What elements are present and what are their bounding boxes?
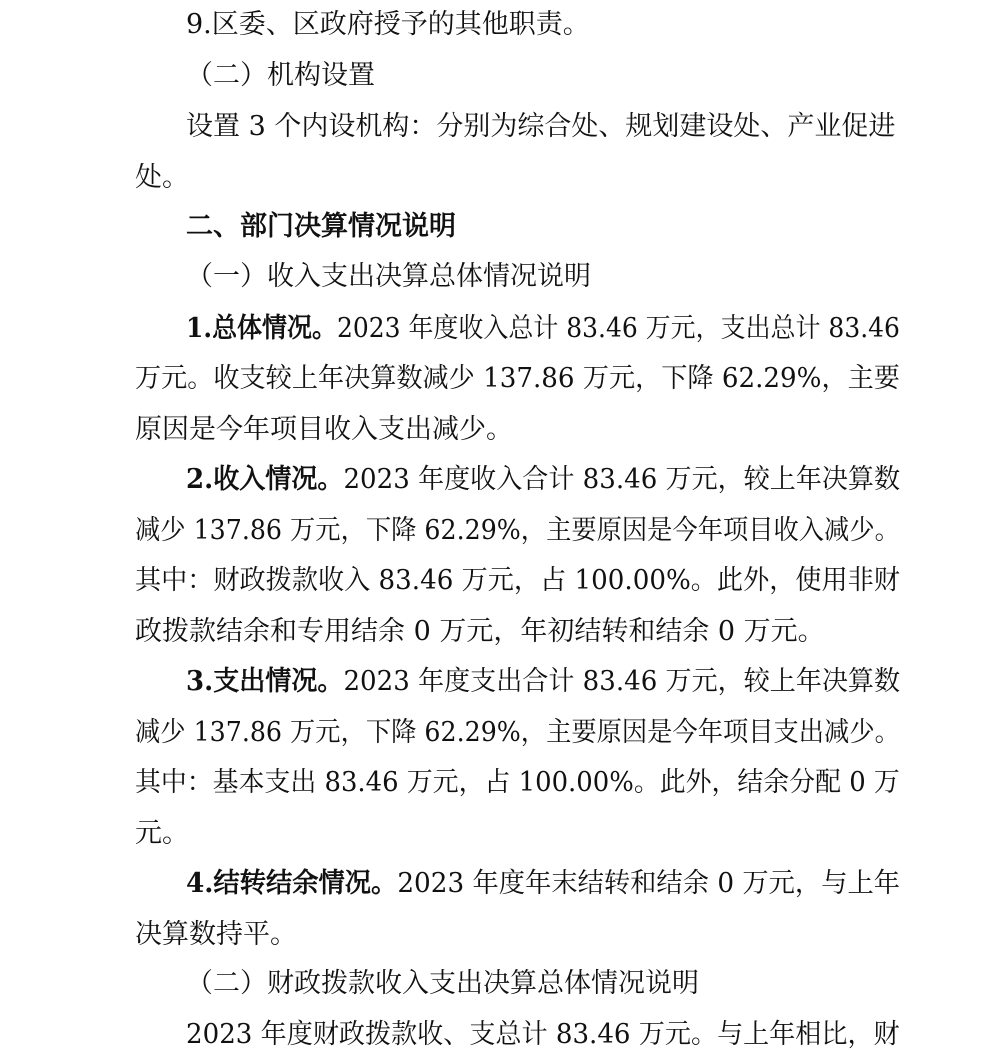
paragraph-1-label: 1.总体情况。 [186,313,337,344]
paragraph-1-line-3: 原因是今年项目收入支出减少。 [135,414,513,445]
paragraph-3-line-4: 元。 [135,818,189,849]
section-org-heading: （二）机构设置 [186,60,375,91]
paragraph-2-label: 2.收入情况。 [186,464,344,495]
paragraph-2-text: 2023 年度收入合计 83.46 万元，较上年决算数 [343,464,901,495]
paragraph-1-line-1 [186,312,900,346]
paragraph-2-line-3: 其中：财政拨款收入 83.46 万元，占 100.00%。此外，使用非财 [135,565,900,596]
paragraph-2-line-2: 减少 137.86 万元，下降 62.29%，主要原因是今年项目收入减少。 [135,515,900,546]
paragraph-4-line-2: 决算数持平。 [135,919,297,950]
paragraph-1-text: 2023 年度收入总计 83.46 万元，支出总计 83.46 [336,313,900,344]
paragraph-3-line-1 [186,665,900,699]
section-heading-2: 二、部门决算情况说明 [186,211,456,242]
subsection-1-heading: （一）收入支出决算总体情况说明 [186,261,591,292]
org-text-line-2: 处。 [135,162,189,193]
paragraph-1-line-2: 万元。收支较上年决算数减少 137.86 万元，下降 62.29%，主要 [135,363,900,394]
last-paragraph-line-1: 2023 年度财政拨款收、支总计 83.46 万元。与上年相比，财 [186,1019,900,1050]
paragraph-3-text: 2023 年度支出合计 83.46 万元，较上年决算数 [343,666,901,697]
paragraph-3-line-2: 减少 137.86 万元，下降 62.29%，主要原因是今年项目支出减少。 [135,717,900,748]
subsection-2-heading: （二）财政拨款收入支出决算总体情况说明 [186,968,699,999]
paragraph-2-line-1 [186,463,900,497]
paragraph-4-label: 4.结转结余情况。 [186,868,398,899]
org-text-line-1: 设置 3 个内设机构：分别为综合处、规划建设处、产业促进 [186,111,896,142]
duty-item-9: 9.区委、区政府授予的其他职责。 [186,9,590,40]
paragraph-2-line-4: 政拨款结余和专用结余 0 万元，年初结转和结余 0 万元。 [135,616,825,647]
paragraph-3-label: 3.支出情况。 [186,666,344,697]
paragraph-4-line-1 [186,867,900,901]
paragraph-4-text: 2023 年度年末结转和结余 0 万元，与上年 [397,868,901,899]
paragraph-3-line-3: 其中：基本支出 83.46 万元，占 100.00%。此外，结余分配 0 万 [135,767,900,798]
